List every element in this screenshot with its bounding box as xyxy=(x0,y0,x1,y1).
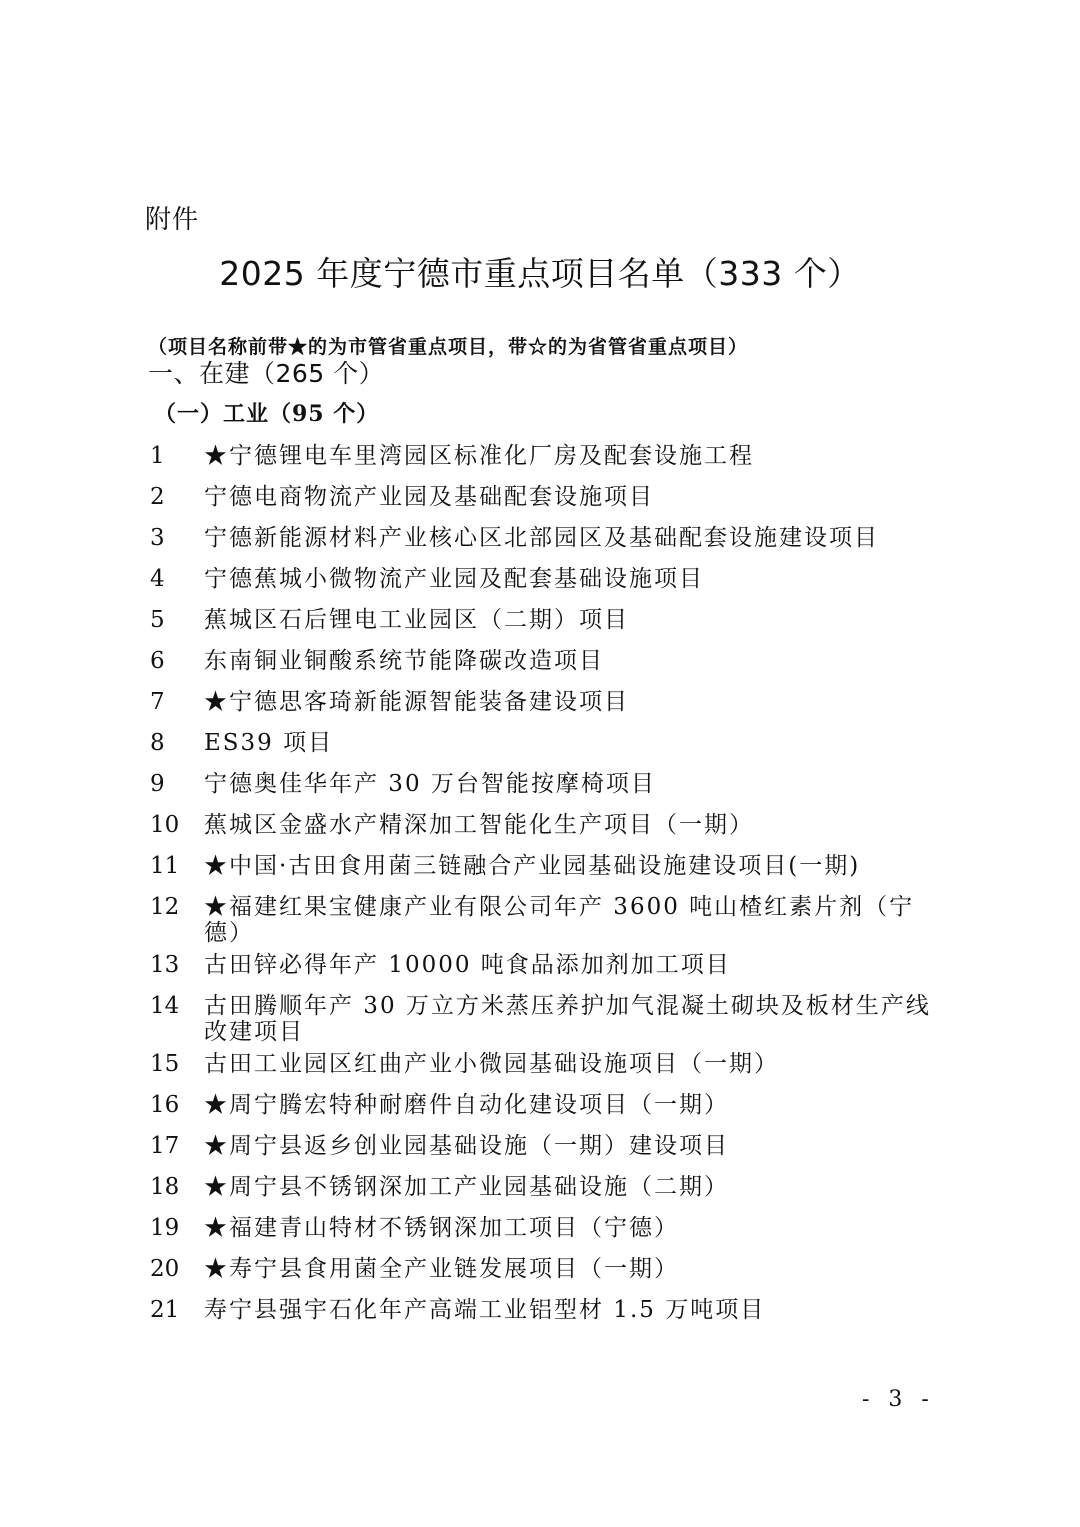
project-row xyxy=(150,519,950,560)
project-row xyxy=(150,806,950,847)
project-number: 6 xyxy=(150,648,165,674)
project-row xyxy=(150,478,950,519)
project-number: 11 xyxy=(150,853,180,879)
project-name: ES39 项目 xyxy=(204,730,334,756)
project-row xyxy=(150,1168,950,1209)
section-heading: 一、在建（265 个） xyxy=(148,359,385,388)
project-number: 9 xyxy=(150,771,165,797)
page-number: - 3 - xyxy=(862,1387,935,1412)
project-name: 寿宁县强宇石化年产高端工业铝型材 1.5 万吨项目 xyxy=(204,1297,766,1323)
project-number: 17 xyxy=(150,1133,180,1159)
project-name: ★周宁腾宏特种耐磨件自动化建设项目（一期） xyxy=(204,1092,729,1118)
project-number: 5 xyxy=(150,607,165,633)
project-name: 古田工业园区红曲产业小微园基础设施项目（一期） xyxy=(204,1051,779,1077)
project-row xyxy=(150,724,950,765)
project-name: 古田锌必得年产 10000 吨食品添加剂加工项目 xyxy=(204,952,731,978)
project-name: ★宁德思客琦新能源智能装备建设项目 xyxy=(204,689,629,715)
project-name: 蕉城区金盛水产精深加工智能化生产项目（一期） xyxy=(204,812,754,838)
project-name: ★寿宁县食用菌全产业链发展项目（一期） xyxy=(204,1256,679,1282)
project-number: 12 xyxy=(150,894,180,920)
project-row xyxy=(150,1086,950,1127)
project-number: 1 xyxy=(150,443,165,469)
project-number: 4 xyxy=(150,566,165,592)
project-row xyxy=(150,888,950,946)
project-row xyxy=(150,946,950,987)
project-name: 宁德奥佳华年产 30 万台智能按摩椅项目 xyxy=(204,771,656,797)
project-name: 宁德蕉城小微物流产业园及配套基础设施项目 xyxy=(204,566,704,592)
project-row xyxy=(150,1291,950,1332)
project-number: 18 xyxy=(150,1174,180,1200)
attachment-label: 附件 xyxy=(145,205,200,235)
project-number: 3 xyxy=(150,525,165,551)
project-name: 宁德新能源材料产业核心区北部园区及基础配套设施建设项目 xyxy=(204,525,879,551)
project-name: ★福建红果宝健康产业有限公司年产 3600 吨山楂红素片剂（宁德） xyxy=(204,894,915,946)
project-name: ★中国·古田食用菌三链融合产业园基础设施建设项目(一期) xyxy=(204,853,861,879)
project-name: ★周宁县返乡创业园基础设施（一期）建设项目 xyxy=(204,1133,729,1159)
project-row xyxy=(150,1127,950,1168)
project-row xyxy=(150,601,950,642)
project-number: 2 xyxy=(150,484,165,510)
project-row xyxy=(150,765,950,806)
project-row xyxy=(150,683,950,724)
project-number: 10 xyxy=(150,812,180,838)
project-number: 15 xyxy=(150,1051,180,1077)
project-number: 21 xyxy=(150,1297,180,1323)
project-name: 宁德电商物流产业园及基础配套设施项目 xyxy=(204,484,654,510)
document-title: 2025 年度宁德市重点项目名单（333 个） xyxy=(219,254,861,293)
project-number: 14 xyxy=(150,993,180,1019)
project-row xyxy=(150,1045,950,1086)
subsection-heading: （一）工业（95 个） xyxy=(154,401,380,427)
project-name: 蕉城区石后锂电工业园区（二期）项目 xyxy=(204,607,629,633)
project-number: 13 xyxy=(150,952,180,978)
project-row xyxy=(150,987,950,1045)
project-name: ★宁德锂电车里湾园区标准化厂房及配套设施工程 xyxy=(204,443,754,469)
project-row xyxy=(150,437,950,478)
project-number: 19 xyxy=(150,1215,180,1241)
legend-note: （项目名称前带★的为市管省重点项目，带☆的为省管省重点项目） xyxy=(148,336,749,358)
project-row xyxy=(150,642,950,683)
project-row xyxy=(150,1250,950,1291)
project-name: ★周宁县不锈钢深加工产业园基础设施（二期） xyxy=(204,1174,729,1200)
project-name: ★福建青山特材不锈钢深加工项目（宁德） xyxy=(204,1215,679,1241)
project-row xyxy=(150,847,950,888)
project-row xyxy=(150,1209,950,1250)
project-list xyxy=(150,437,950,1332)
project-name: 东南铜业铜酸系统节能降碳改造项目 xyxy=(204,648,604,674)
project-name: 古田腾顺年产 30 万立方米蒸压养护加气混凝土砌块及板材生产线改建项目 xyxy=(204,993,931,1045)
project-number: 20 xyxy=(150,1256,180,1282)
project-row xyxy=(150,560,950,601)
project-number: 16 xyxy=(150,1092,180,1118)
project-number: 8 xyxy=(150,730,165,756)
project-number: 7 xyxy=(150,689,165,715)
